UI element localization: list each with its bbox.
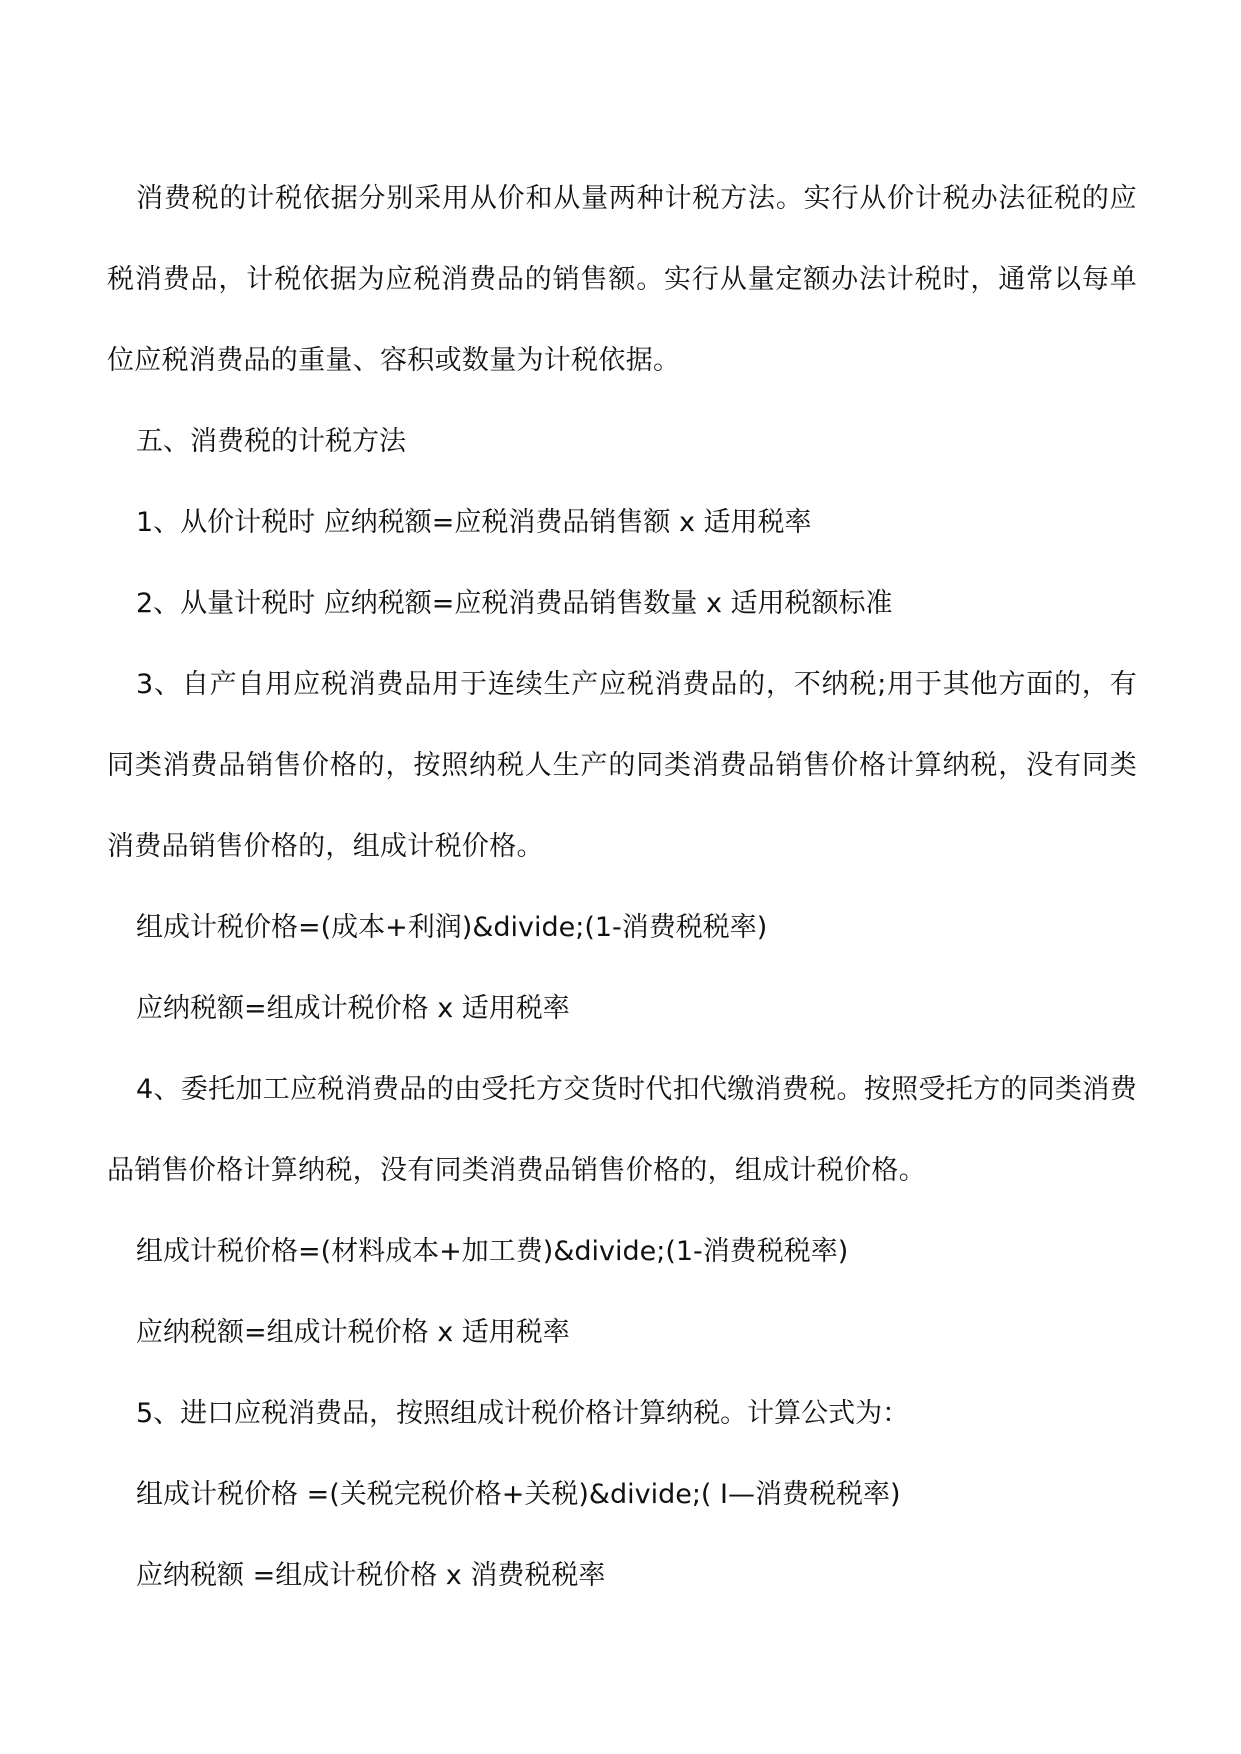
item-self-use: 3、自产自用应税消费品用于连续生产应税消费品的，不纳税;用于其他方面的，有同类消费品销售价格的，按照纳税人生产的同类消费品销售价格计算纳税，没有同类消费品销售价格的，组成计税价格。 [107,669,1137,862]
document-body [107,158,1137,1616]
formula-composite-price-1: 组成计税价格=(成本+利润)&divide;(1-消费税税率) [136,912,768,943]
item-specific-quantity: 2、从量计税时 应纳税额=应税消费品销售数量 x 适用税额标准 [136,588,893,619]
item-ad-valorem: 1、从价计税时 应纳税额=应税消费品销售额 x 适用税率 [136,507,812,538]
formula-composite-price-2: 组成计税价格=(材料成本+加工费)&divide;(1-消费税税率) [136,1236,849,1267]
formula-tax-payable-1: 应纳税额=组成计税价格 x 适用税率 [136,993,570,1024]
item-commissioned-processing: 4、委托加工应税消费品的由受托方交货时代扣代缴消费税。按照受托方的同类消费品销售价格计算纳税，没有同类消费品销售价格的，组成计税价格。 [107,1074,1137,1186]
paragraph-tax-basis: 消费税的计税依据分别采用从价和从量两种计税方法。实行从价计税办法征税的应税消费品，计税依据为应税消费品的销售额。实行从量定额办法计税时，通常以每单位应税消费品的重量、容积或数量为计税依据。 [107,183,1137,376]
item-imported-goods: 5、进口应税消费品，按照组成计税价格计算纳税。计算公式为： [136,1398,910,1429]
formula-composite-price-3: 组成计税价格 =(关税完税价格+关税)&divide;( Ⅰ—消费税税率) [136,1479,901,1510]
formula-tax-payable-3: 应纳税额 =组成计税价格 x 消费税税率 [136,1560,606,1591]
formula-tax-payable-2: 应纳税额=组成计税价格 x 适用税率 [136,1317,570,1348]
section-heading-tax-methods: 五、消费税的计税方法 [136,426,406,457]
